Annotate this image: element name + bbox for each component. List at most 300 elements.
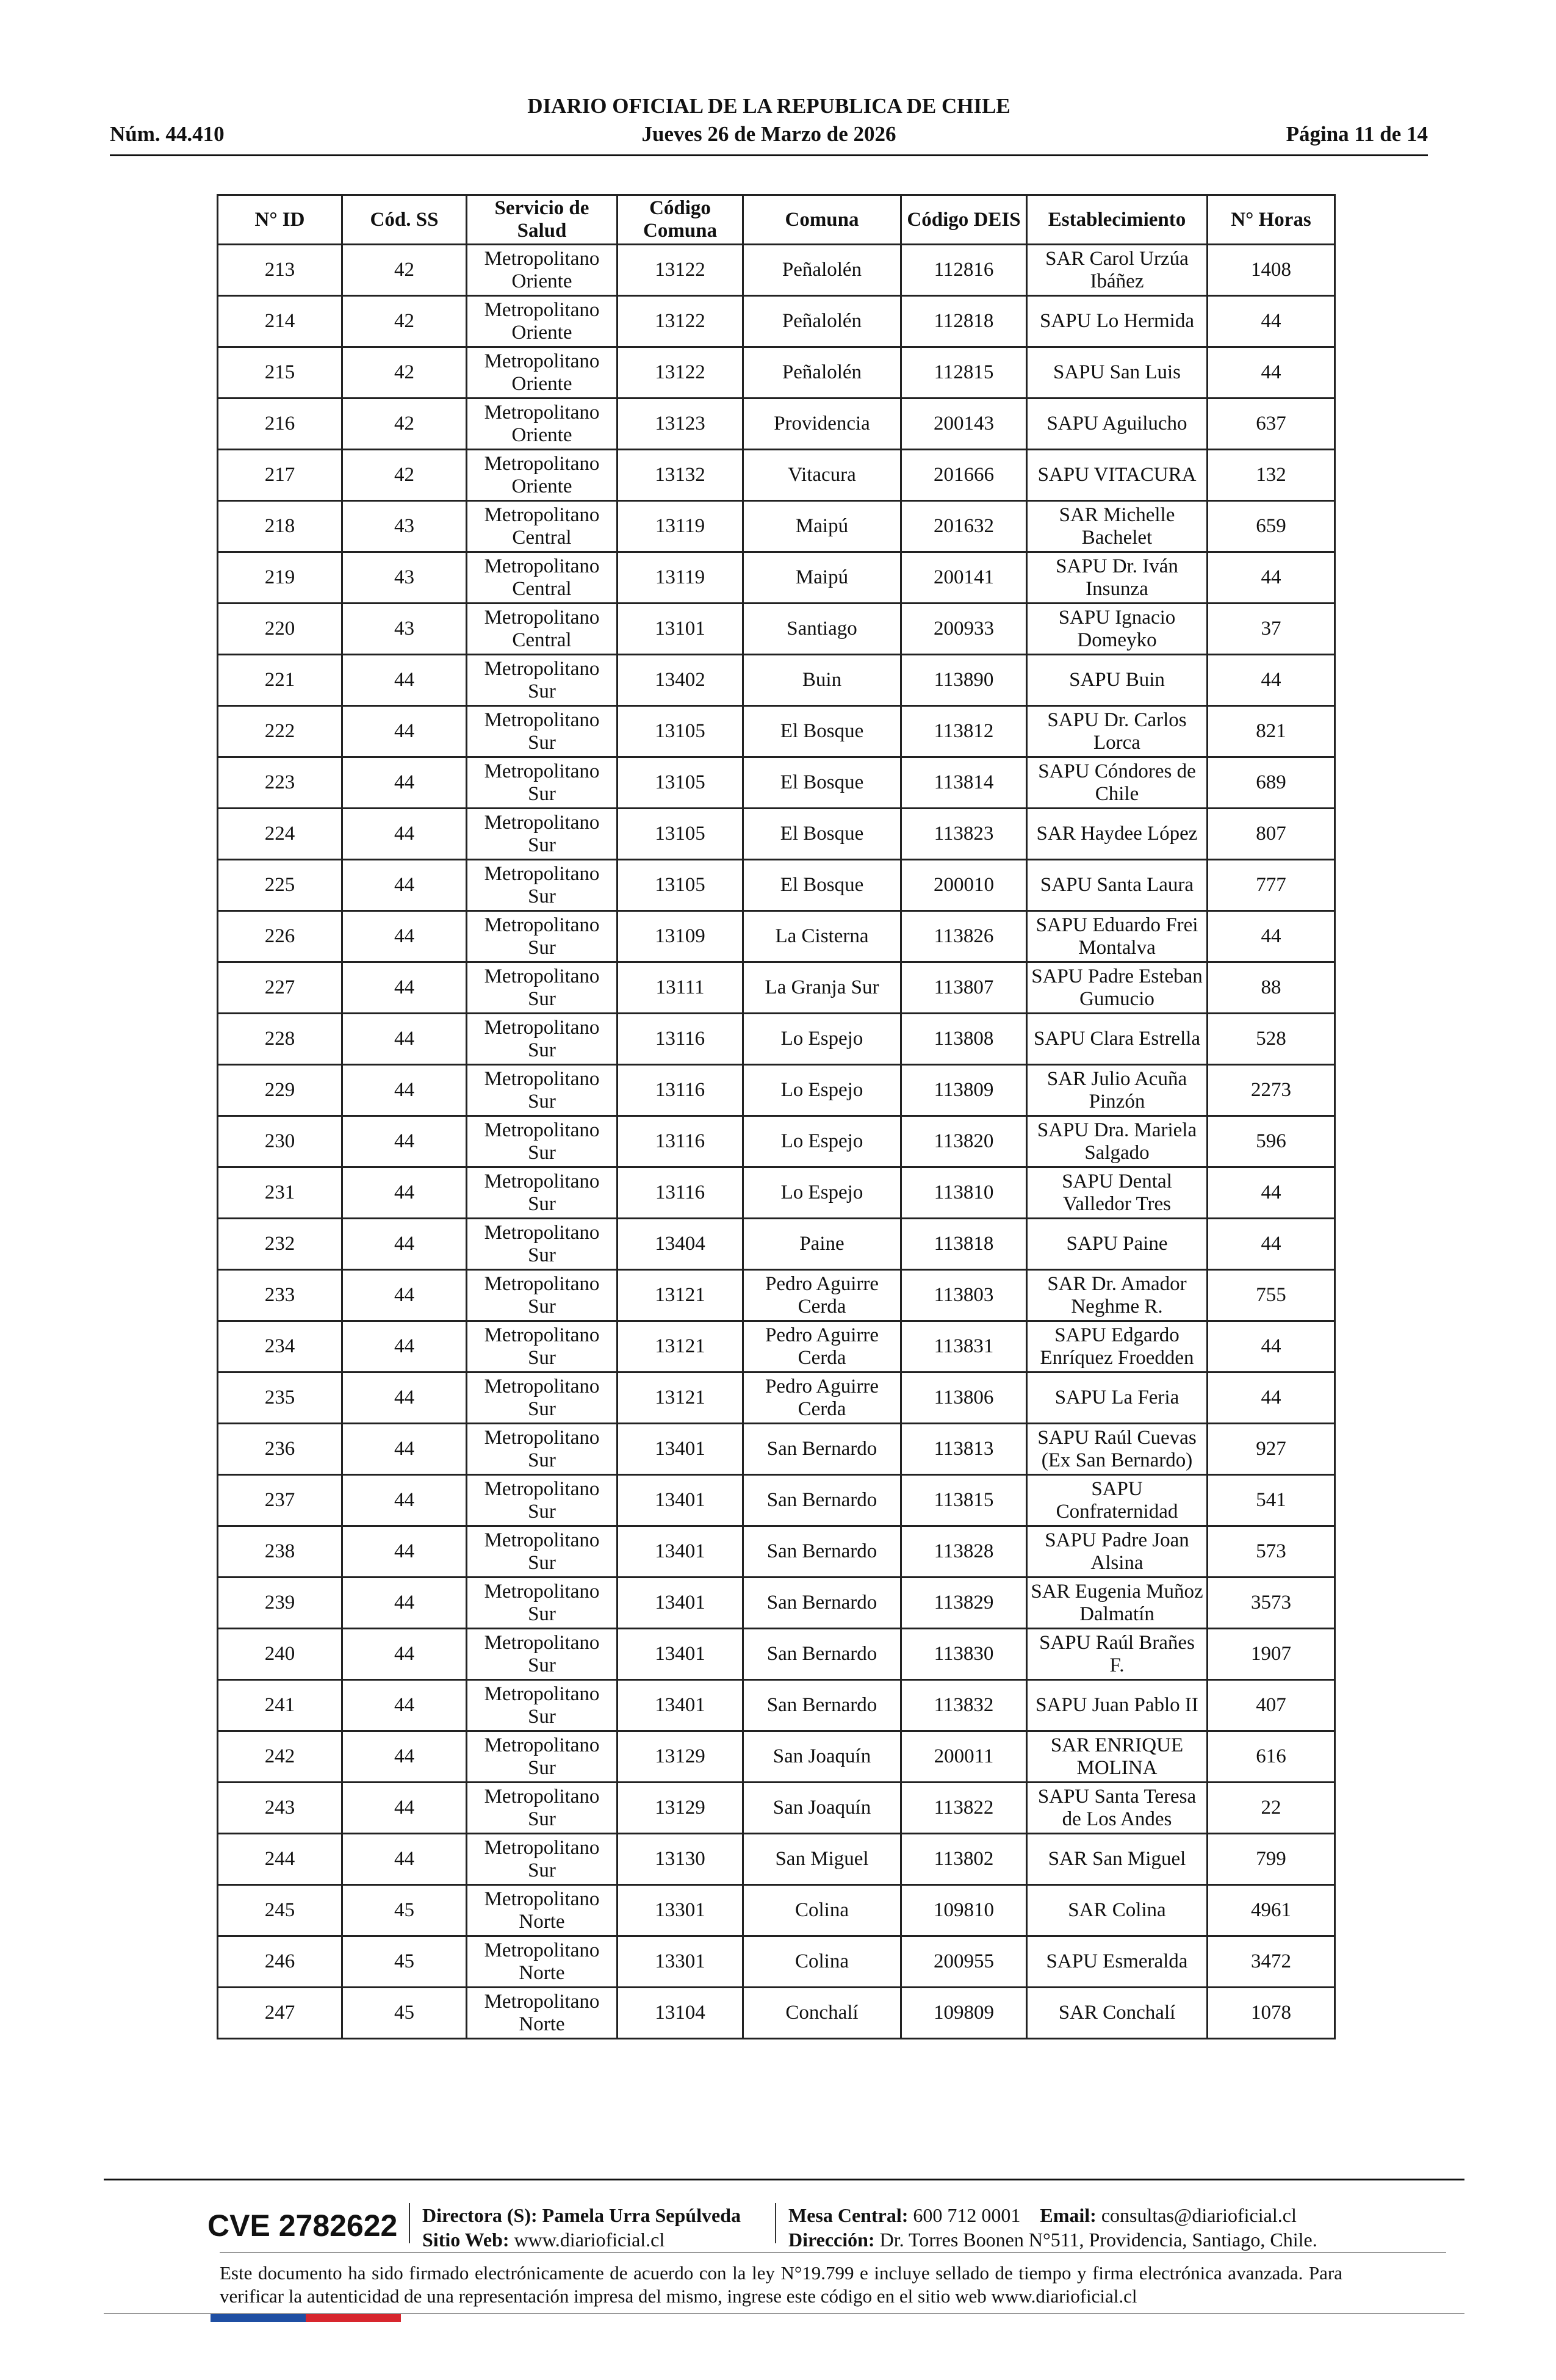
cell-servicio: Metropolitano Sur	[467, 860, 618, 911]
cell-id: 219	[218, 552, 342, 604]
cell-servicio: Metropolitano Sur	[467, 1116, 618, 1167]
cell-comuna: Lo Espejo	[743, 1014, 901, 1065]
cell-codigo-comuna: 13122	[618, 245, 743, 296]
cell-codigo-deis: 200143	[901, 398, 1027, 450]
director-label: Directora (S):	[422, 2204, 538, 2226]
cell-cod-ss: 44	[342, 809, 467, 860]
table-row	[218, 1783, 1335, 1834]
cell-codigo-comuna: 13119	[618, 501, 743, 552]
cell-codigo-deis: 113823	[901, 809, 1027, 860]
cell-id: 243	[218, 1783, 342, 1834]
cell-horas: 927	[1208, 1424, 1335, 1475]
cell-horas: 44	[1208, 347, 1335, 398]
cell-servicio: Metropolitano Sur	[467, 1680, 618, 1731]
footer-editorial-info	[422, 2203, 741, 2252]
cell-servicio: Metropolitano Sur	[467, 1065, 618, 1116]
cell-servicio: Metropolitano Sur	[467, 1014, 618, 1065]
cell-comuna: San Miguel	[743, 1834, 901, 1885]
cell-comuna: Peñalolén	[743, 296, 901, 347]
table-row	[218, 1988, 1335, 2039]
cell-codigo-comuna: 13401	[618, 1424, 743, 1475]
cell-codigo-deis: 113822	[901, 1783, 1027, 1834]
cell-comuna: Lo Espejo	[743, 1065, 901, 1116]
cell-servicio: Metropolitano Central	[467, 604, 618, 655]
table-row	[218, 1578, 1335, 1629]
cell-codigo-deis: 113810	[901, 1167, 1027, 1219]
cell-id: 238	[218, 1526, 342, 1578]
cell-cod-ss: 44	[342, 1731, 467, 1783]
cell-establecimiento: SAPU Lo Hermida	[1027, 296, 1208, 347]
cell-comuna: La Cisterna	[743, 911, 901, 962]
cell-codigo-comuna: 13116	[618, 1014, 743, 1065]
cell-servicio: Metropolitano Sur	[467, 1783, 618, 1834]
cell-establecimiento: SAPU Padre Esteban Gumucio	[1027, 962, 1208, 1014]
cell-id: 236	[218, 1424, 342, 1475]
column-header-codigo-comuna: Código Comuna	[618, 195, 743, 245]
table-row	[218, 398, 1335, 450]
cell-comuna: El Bosque	[743, 757, 901, 809]
cell-codigo-comuna: 13123	[618, 398, 743, 450]
website-link[interactable]: www.diarioficial.cl	[514, 2229, 665, 2251]
cell-servicio: Metropolitano Norte	[467, 1885, 618, 1936]
cell-horas: 821	[1208, 706, 1335, 757]
cell-cod-ss: 42	[342, 296, 467, 347]
cell-servicio: Metropolitano Sur	[467, 1526, 618, 1578]
cell-servicio: Metropolitano Sur	[467, 757, 618, 809]
cell-id: 230	[218, 1116, 342, 1167]
cell-codigo-deis: 113807	[901, 962, 1027, 1014]
cell-servicio: Metropolitano Sur	[467, 809, 618, 860]
table-row	[218, 501, 1335, 552]
cell-establecimiento: SAR Carol Urzúa Ibáñez	[1027, 245, 1208, 296]
cell-codigo-comuna: 13122	[618, 347, 743, 398]
cell-servicio: Metropolitano Sur	[467, 1578, 618, 1629]
cell-codigo-comuna: 13301	[618, 1885, 743, 1936]
cell-codigo-deis: 113890	[901, 655, 1027, 706]
cell-id: 228	[218, 1014, 342, 1065]
cell-comuna: Pedro Aguirre Cerda	[743, 1270, 901, 1321]
cell-establecimiento: SAPU Dr. Iván Insunza	[1027, 552, 1208, 604]
cell-comuna: Conchalí	[743, 1988, 901, 2039]
table-row	[218, 1885, 1335, 1936]
cell-codigo-deis: 109810	[901, 1885, 1027, 1936]
cell-codigo-comuna: 13111	[618, 962, 743, 1014]
table-row	[218, 1834, 1335, 1885]
cell-codigo-deis: 200141	[901, 552, 1027, 604]
cell-comuna: Peñalolén	[743, 245, 901, 296]
cell-horas: 616	[1208, 1731, 1335, 1783]
table-row	[218, 962, 1335, 1014]
cell-servicio: Metropolitano Sur	[467, 706, 618, 757]
cell-horas: 44	[1208, 552, 1335, 604]
cell-codigo-comuna: 13116	[618, 1116, 743, 1167]
cell-comuna: Colina	[743, 1936, 901, 1988]
cell-cod-ss: 44	[342, 911, 467, 962]
cell-cod-ss: 42	[342, 245, 467, 296]
cell-codigo-deis: 113830	[901, 1629, 1027, 1680]
cell-cod-ss: 42	[342, 450, 467, 501]
cell-comuna: El Bosque	[743, 809, 901, 860]
newspaper-title: DIARIO OFICIAL DE LA REPUBLICA DE CHILE	[527, 94, 1010, 118]
cell-horas: 44	[1208, 1321, 1335, 1372]
table-row	[218, 911, 1335, 962]
cell-cod-ss: 44	[342, 1834, 467, 1885]
cell-cod-ss: 45	[342, 1988, 467, 2039]
cell-comuna: El Bosque	[743, 860, 901, 911]
table-row	[218, 552, 1335, 604]
cell-establecimiento: SAR Dr. Amador Neghme R.	[1027, 1270, 1208, 1321]
cell-codigo-comuna: 13105	[618, 809, 743, 860]
cell-codigo-comuna: 13301	[618, 1936, 743, 1988]
cell-id: 242	[218, 1731, 342, 1783]
cell-horas: 44	[1208, 911, 1335, 962]
cell-cod-ss: 44	[342, 1783, 467, 1834]
email-link[interactable]: consultas@diarioficial.cl	[1101, 2204, 1297, 2226]
cell-cod-ss: 45	[342, 1885, 467, 1936]
cell-horas: 407	[1208, 1680, 1335, 1731]
cell-horas: 2273	[1208, 1065, 1335, 1116]
cell-cod-ss: 44	[342, 1116, 467, 1167]
footer-divider	[104, 2179, 1464, 2180]
cell-cod-ss: 44	[342, 1321, 467, 1372]
page-number: Página 11 de 14	[1286, 122, 1428, 146]
cell-establecimiento: SAR ENRIQUE MOLINA	[1027, 1731, 1208, 1783]
cell-codigo-comuna: 13401	[618, 1680, 743, 1731]
table-row	[218, 1424, 1335, 1475]
director-name: Pamela Urra Sepúlveda	[542, 2204, 741, 2226]
cell-codigo-deis: 112816	[901, 245, 1027, 296]
cell-codigo-deis: 200933	[901, 604, 1027, 655]
cell-establecimiento: SAPU Eduardo Frei Montalva	[1027, 911, 1208, 962]
cell-id: 231	[218, 1167, 342, 1219]
cell-codigo-deis: 113809	[901, 1065, 1027, 1116]
table-row	[218, 604, 1335, 655]
cell-horas: 3472	[1208, 1936, 1335, 1988]
cell-id: 220	[218, 604, 342, 655]
cell-id: 223	[218, 757, 342, 809]
table-row	[218, 347, 1335, 398]
cell-id: 215	[218, 347, 342, 398]
cell-establecimiento: SAR Julio Acuña Pinzón	[1027, 1065, 1208, 1116]
footer-contact-info	[788, 2203, 1317, 2252]
cell-cod-ss: 44	[342, 1065, 467, 1116]
phone-number: 600 712 0001	[913, 2204, 1021, 2226]
cell-codigo-deis: 200955	[901, 1936, 1027, 1988]
cell-comuna: Colina	[743, 1885, 901, 1936]
cell-id: 237	[218, 1475, 342, 1526]
cell-servicio: Metropolitano Sur	[467, 1731, 618, 1783]
cell-establecimiento: SAPU Juan Pablo II	[1027, 1680, 1208, 1731]
cell-establecimiento: SAPU Aguilucho	[1027, 398, 1208, 450]
cell-id: 244	[218, 1834, 342, 1885]
issue-number: Núm. 44.410	[110, 122, 225, 146]
cell-codigo-comuna: 13401	[618, 1475, 743, 1526]
cell-establecimiento: SAPU Raúl Cuevas (Ex San Bernardo)	[1027, 1424, 1208, 1475]
column-header-cod-ss: Cód. SS	[342, 195, 467, 245]
cell-codigo-comuna: 13109	[618, 911, 743, 962]
cell-codigo-comuna: 13121	[618, 1372, 743, 1424]
table-header-row	[218, 195, 1335, 245]
cell-comuna: Buin	[743, 655, 901, 706]
cell-establecimiento: SAPU Padre Joan Alsina	[1027, 1526, 1208, 1578]
table-body	[218, 245, 1335, 2039]
cell-id: 227	[218, 962, 342, 1014]
cell-codigo-comuna: 13105	[618, 706, 743, 757]
cell-establecimiento: SAPU Santa Teresa de Los Andes	[1027, 1783, 1208, 1834]
cell-comuna: Santiago	[743, 604, 901, 655]
cell-codigo-deis: 113803	[901, 1270, 1027, 1321]
cell-servicio: Metropolitano Sur	[467, 911, 618, 962]
cell-horas: 44	[1208, 1219, 1335, 1270]
cell-servicio: Metropolitano Sur	[467, 1321, 618, 1372]
cell-codigo-comuna: 13116	[618, 1065, 743, 1116]
table-row	[218, 296, 1335, 347]
cell-cod-ss: 44	[342, 1578, 467, 1629]
column-header-horas: N° Horas	[1208, 195, 1335, 245]
cell-id: 246	[218, 1936, 342, 1988]
column-header-establecimiento: Establecimiento	[1027, 195, 1208, 245]
legal-notice: Este documento ha sido firmado electrónicamente de acuerdo con la ley N°19.799 e incluye sellado de tiempo y firma electrónica avanzada. Para verificar la autenticidad de una representación impresa del mismo, ingrese este código en el sitio web www.diarioficial.cl	[220, 2262, 1342, 2307]
cell-cod-ss: 44	[342, 757, 467, 809]
cell-codigo-deis: 113831	[901, 1321, 1027, 1372]
cell-comuna: Maipú	[743, 552, 901, 604]
cell-codigo-comuna: 13122	[618, 296, 743, 347]
cell-cod-ss: 44	[342, 1526, 467, 1578]
cell-servicio: Metropolitano Central	[467, 552, 618, 604]
cell-servicio: Metropolitano Oriente	[467, 398, 618, 450]
cell-horas: 44	[1208, 655, 1335, 706]
cell-comuna: San Bernardo	[743, 1526, 901, 1578]
cell-horas: 528	[1208, 1014, 1335, 1065]
table-row	[218, 1372, 1335, 1424]
cell-establecimiento: SAPU Raúl Brañes F.	[1027, 1629, 1208, 1680]
cell-cod-ss: 44	[342, 706, 467, 757]
cell-id: 214	[218, 296, 342, 347]
column-header-comuna: Comuna	[743, 195, 901, 245]
cell-establecimiento: SAR San Miguel	[1027, 1834, 1208, 1885]
cell-servicio: Metropolitano Sur	[467, 1629, 618, 1680]
cell-horas: 573	[1208, 1526, 1335, 1578]
table-row	[218, 1321, 1335, 1372]
cell-comuna: San Bernardo	[743, 1424, 901, 1475]
cell-servicio: Metropolitano Sur	[467, 1475, 618, 1526]
cell-servicio: Metropolitano Oriente	[467, 245, 618, 296]
column-header-servicio: Servicio de Salud	[467, 195, 618, 245]
cell-comuna: Paine	[743, 1219, 901, 1270]
cell-codigo-deis: 113826	[901, 911, 1027, 962]
cell-cod-ss: 44	[342, 1219, 467, 1270]
website-label: Sitio Web:	[422, 2229, 510, 2251]
flag-red-segment	[306, 2314, 401, 2322]
cell-codigo-deis: 113813	[901, 1424, 1027, 1475]
column-header-id: N° ID	[218, 195, 342, 245]
cell-comuna: San Joaquín	[743, 1731, 901, 1783]
table-row	[218, 706, 1335, 757]
table-row	[218, 860, 1335, 911]
cell-establecimiento: SAR Michelle Bachelet	[1027, 501, 1208, 552]
flag-stripe	[211, 2314, 401, 2322]
cell-codigo-deis: 113820	[901, 1116, 1027, 1167]
cell-codigo-comuna: 13105	[618, 860, 743, 911]
cell-codigo-comuna: 13121	[618, 1321, 743, 1372]
cell-horas: 755	[1208, 1270, 1335, 1321]
table-row	[218, 1629, 1335, 1680]
cell-codigo-deis: 113814	[901, 757, 1027, 809]
cell-horas: 44	[1208, 1167, 1335, 1219]
table-row	[218, 1731, 1335, 1783]
column-header-codigo-deis: Código DEIS	[901, 195, 1027, 245]
cell-horas: 1408	[1208, 245, 1335, 296]
cell-servicio: Metropolitano Sur	[467, 1372, 618, 1424]
cell-codigo-deis: 112815	[901, 347, 1027, 398]
cell-horas: 4961	[1208, 1885, 1335, 1936]
cell-codigo-comuna: 13130	[618, 1834, 743, 1885]
cell-cod-ss: 44	[342, 1680, 467, 1731]
address-value: Dr. Torres Boonen N°511, Providencia, Santiago, Chile.	[879, 2229, 1317, 2251]
footer-separator	[775, 2203, 776, 2243]
cell-servicio: Metropolitano Oriente	[467, 450, 618, 501]
cell-establecimiento: SAPU San Luis	[1027, 347, 1208, 398]
cell-codigo-comuna: 13402	[618, 655, 743, 706]
cell-id: 241	[218, 1680, 342, 1731]
cell-id: 222	[218, 706, 342, 757]
address-label: Dirección:	[788, 2229, 875, 2251]
cell-cod-ss: 44	[342, 1372, 467, 1424]
cell-codigo-deis: 201666	[901, 450, 1027, 501]
cell-establecimiento: SAR Eugenia Muñoz Dalmatín	[1027, 1578, 1208, 1629]
cell-establecimiento: SAPU Confraternidad	[1027, 1475, 1208, 1526]
cell-establecimiento: SAPU Ignacio Domeyko	[1027, 604, 1208, 655]
cell-id: 213	[218, 245, 342, 296]
cell-cod-ss: 44	[342, 860, 467, 911]
table-row	[218, 1475, 1335, 1526]
cell-codigo-deis: 113829	[901, 1578, 1027, 1629]
cell-establecimiento: SAPU Paine	[1027, 1219, 1208, 1270]
cell-cod-ss: 44	[342, 1424, 467, 1475]
cell-comuna: Providencia	[743, 398, 901, 450]
cell-horas: 3573	[1208, 1578, 1335, 1629]
cell-cod-ss: 44	[342, 1167, 467, 1219]
cell-servicio: Metropolitano Oriente	[467, 296, 618, 347]
cell-horas: 659	[1208, 501, 1335, 552]
footer-separator	[409, 2203, 410, 2243]
cell-establecimiento: SAPU Santa Laura	[1027, 860, 1208, 911]
table-row	[218, 450, 1335, 501]
cell-codigo-deis: 112818	[901, 296, 1027, 347]
cell-horas: 1907	[1208, 1629, 1335, 1680]
cell-comuna: Pedro Aguirre Cerda	[743, 1321, 901, 1372]
cell-codigo-comuna: 13401	[618, 1526, 743, 1578]
cell-horas: 22	[1208, 1783, 1335, 1834]
footer-divider	[220, 2252, 1446, 2253]
cell-horas: 689	[1208, 757, 1335, 809]
cell-codigo-deis: 109809	[901, 1988, 1027, 2039]
cell-servicio: Metropolitano Sur	[467, 1834, 618, 1885]
cell-comuna: San Bernardo	[743, 1629, 901, 1680]
cell-cod-ss: 44	[342, 1629, 467, 1680]
cell-horas: 132	[1208, 450, 1335, 501]
cve-code: CVE 2782622	[207, 2209, 398, 2243]
table-row	[218, 1014, 1335, 1065]
cell-cod-ss: 44	[342, 1014, 467, 1065]
cell-horas: 799	[1208, 1834, 1335, 1885]
cell-cod-ss: 44	[342, 1475, 467, 1526]
cell-horas: 44	[1208, 296, 1335, 347]
header-divider	[110, 154, 1428, 156]
cell-codigo-comuna: 13404	[618, 1219, 743, 1270]
cell-codigo-comuna: 13132	[618, 450, 743, 501]
table-row	[218, 1065, 1335, 1116]
cell-establecimiento: SAPU Cóndores de Chile	[1027, 757, 1208, 809]
cell-comuna: Lo Espejo	[743, 1116, 901, 1167]
cell-establecimiento: SAPU Buin	[1027, 655, 1208, 706]
cell-cod-ss: 44	[342, 1270, 467, 1321]
cell-cod-ss: 45	[342, 1936, 467, 1988]
cell-comuna: Lo Espejo	[743, 1167, 901, 1219]
cell-cod-ss: 43	[342, 501, 467, 552]
cell-id: 224	[218, 809, 342, 860]
cell-codigo-comuna: 13119	[618, 552, 743, 604]
cell-id: 216	[218, 398, 342, 450]
cell-establecimiento: SAPU Dr. Carlos Lorca	[1027, 706, 1208, 757]
cell-codigo-deis: 113806	[901, 1372, 1027, 1424]
cell-horas: 637	[1208, 398, 1335, 450]
table-row	[218, 1680, 1335, 1731]
cell-cod-ss: 43	[342, 552, 467, 604]
cell-establecimiento: SAR Haydee López	[1027, 809, 1208, 860]
cell-horas: 1078	[1208, 1988, 1335, 2039]
table-row	[218, 1526, 1335, 1578]
cell-codigo-deis: 201632	[901, 501, 1027, 552]
cell-establecimiento: SAR Conchalí	[1027, 1988, 1208, 2039]
table-row	[218, 1936, 1335, 1988]
cell-id: 239	[218, 1578, 342, 1629]
cell-cod-ss: 44	[342, 655, 467, 706]
cell-servicio: Metropolitano Central	[467, 501, 618, 552]
cell-codigo-comuna: 13129	[618, 1783, 743, 1834]
cell-horas: 37	[1208, 604, 1335, 655]
cell-comuna: San Bernardo	[743, 1680, 901, 1731]
cell-establecimiento: SAPU Edgardo Enríquez Froedden	[1027, 1321, 1208, 1372]
establishments-table	[217, 194, 1336, 2039]
cell-horas: 541	[1208, 1475, 1335, 1526]
cell-servicio: Metropolitano Norte	[467, 1988, 618, 2039]
flag-blue-segment	[211, 2314, 306, 2322]
cell-servicio: Metropolitano Sur	[467, 1167, 618, 1219]
cell-codigo-deis: 113808	[901, 1014, 1027, 1065]
cell-comuna: San Bernardo	[743, 1578, 901, 1629]
cell-id: 218	[218, 501, 342, 552]
cell-servicio: Metropolitano Norte	[467, 1936, 618, 1988]
email-label: Email:	[1040, 2204, 1097, 2226]
cell-codigo-deis: 113828	[901, 1526, 1027, 1578]
cell-servicio: Metropolitano Sur	[467, 1424, 618, 1475]
table-row	[218, 1270, 1335, 1321]
cell-codigo-deis: 113832	[901, 1680, 1027, 1731]
cell-establecimiento: SAPU Clara Estrella	[1027, 1014, 1208, 1065]
page-header	[110, 92, 1428, 159]
cell-codigo-comuna: 13129	[618, 1731, 743, 1783]
cell-horas: 807	[1208, 809, 1335, 860]
cell-horas: 44	[1208, 1372, 1335, 1424]
cell-comuna: La Granja Sur	[743, 962, 901, 1014]
cell-codigo-comuna: 13105	[618, 757, 743, 809]
cell-servicio: Metropolitano Sur	[467, 962, 618, 1014]
table-row	[218, 1219, 1335, 1270]
cell-establecimiento: SAPU La Feria	[1027, 1372, 1208, 1424]
cell-id: 229	[218, 1065, 342, 1116]
cell-establecimiento: SAR Colina	[1027, 1885, 1208, 1936]
